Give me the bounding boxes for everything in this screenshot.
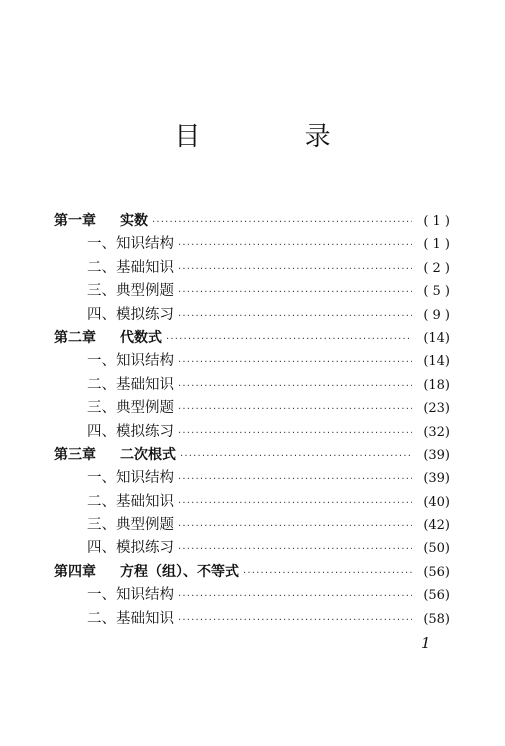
page-reference: (56) — [423, 588, 450, 604]
page-title: 目 录 — [174, 122, 379, 152]
chapter-number: 第三章 — [54, 446, 96, 463]
chapter-title: 代数式 — [120, 329, 162, 346]
chapter-number: 第一章 — [54, 213, 96, 229]
section-title: 四、模拟练习 — [87, 423, 174, 440]
section-title: 四、模拟练习 — [87, 306, 174, 323]
section-title: 一、知识结构 — [87, 353, 174, 370]
toc-section-row — [54, 491, 450, 514]
toc-section-row — [54, 584, 450, 607]
page-reference: (32) — [423, 424, 450, 440]
toc-section-row — [54, 304, 450, 327]
dot-leader — [166, 328, 412, 351]
dot-leader — [180, 445, 412, 468]
chapter-title: 方程（组）、不等式 — [120, 563, 239, 580]
page-reference: (39) — [423, 471, 450, 487]
page-reference: ( 1 ) — [423, 237, 450, 253]
dot-leader — [178, 375, 412, 398]
section-title: 二、基础知识 — [87, 610, 174, 627]
page-reference: (39) — [423, 447, 450, 463]
section-title: 四、模拟练习 — [87, 540, 174, 557]
chapter-number: 第二章 — [54, 329, 96, 346]
dot-leader — [178, 398, 412, 421]
toc-section-row — [54, 350, 450, 373]
dot-leader — [178, 305, 412, 328]
section-title: 二、基础知识 — [87, 259, 174, 276]
dot-leader — [178, 538, 412, 561]
page-reference: ( 1 ) — [423, 214, 450, 229]
table-of-contents — [54, 210, 450, 631]
page-reference: (23) — [423, 401, 450, 417]
section-title: 三、典型例题 — [87, 283, 174, 300]
dot-leader — [178, 422, 412, 445]
toc-section-row — [54, 421, 450, 444]
dot-leader — [178, 515, 412, 538]
section-title: 一、知识结构 — [87, 587, 174, 604]
page-reference: (58) — [423, 611, 450, 627]
toc-chapter-row — [54, 210, 450, 233]
chapter-title: 二次根式 — [120, 446, 176, 463]
dot-leader — [152, 211, 412, 234]
page-reference: (42) — [423, 518, 450, 534]
toc-section-row — [54, 280, 450, 303]
chapter-title: 实数 — [120, 213, 148, 229]
toc-chapter-row — [54, 327, 450, 350]
toc-section-row — [54, 397, 450, 420]
toc-section-row — [54, 233, 450, 256]
dot-leader — [178, 492, 412, 515]
page-reference: (14) — [423, 330, 450, 346]
section-title: 三、典型例题 — [87, 517, 174, 534]
dot-leader — [178, 351, 412, 374]
section-title: 三、典型例题 — [87, 400, 174, 417]
page-reference: (18) — [423, 377, 450, 393]
toc-chapter-row — [54, 444, 450, 467]
page-reference: (56) — [423, 564, 450, 580]
page-reference: ( 5 ) — [423, 284, 450, 300]
page-reference: (50) — [423, 541, 450, 557]
toc-section-row — [54, 467, 450, 490]
toc-section-row — [54, 257, 450, 280]
page-number: 1 — [421, 634, 431, 652]
dot-leader — [178, 609, 412, 632]
section-title: 二、基础知识 — [87, 493, 174, 510]
dot-leader — [178, 468, 412, 491]
page-reference: ( 2 ) — [423, 260, 450, 276]
dot-leader — [243, 562, 412, 585]
dot-leader — [178, 258, 412, 281]
dot-leader — [178, 234, 412, 257]
toc-section-row — [54, 514, 450, 537]
section-title: 一、知识结构 — [87, 470, 174, 487]
section-title: 一、知识结构 — [87, 236, 174, 253]
page-reference: (40) — [423, 494, 450, 510]
dot-leader — [178, 585, 412, 608]
chapter-number: 第四章 — [54, 563, 96, 580]
dot-leader — [178, 281, 412, 304]
toc-section-row — [54, 608, 450, 631]
toc-section-row — [54, 537, 450, 560]
page-reference: ( 9 ) — [423, 307, 450, 323]
section-title: 二、基础知识 — [87, 376, 174, 393]
toc-chapter-row — [54, 561, 450, 584]
page-reference: (14) — [423, 354, 450, 370]
toc-section-row — [54, 374, 450, 397]
